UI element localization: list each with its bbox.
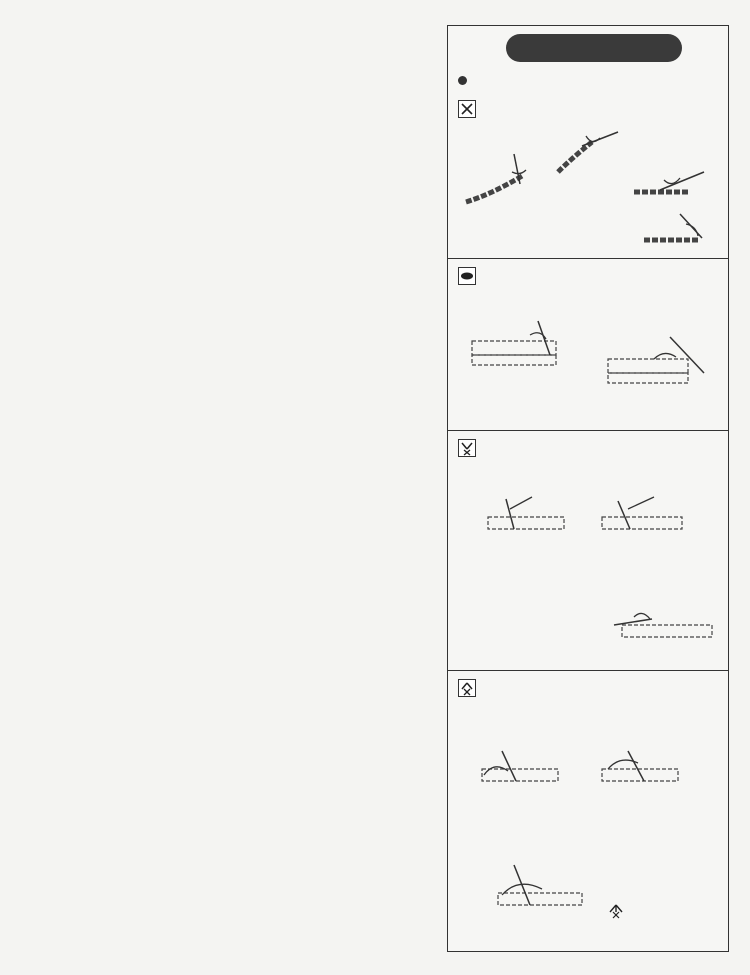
dec-illustration-2 (598, 747, 688, 797)
triple-dec-symbol-icon (608, 903, 624, 919)
stitch-symbols-heading (458, 74, 470, 87)
main-stitch-chart (0, 0, 430, 700)
section-sc-decrease (448, 670, 728, 951)
section-single-crochet (448, 92, 728, 258)
inc-illustration-1 (484, 495, 574, 545)
inc-title (458, 439, 482, 457)
sc-illustration-2 (552, 128, 622, 178)
x-symbol-icon (458, 100, 476, 118)
inc-illustration-2 (598, 495, 698, 545)
sc-title (458, 100, 482, 118)
slip-illustration-2 (606, 333, 716, 393)
technique-header (506, 34, 682, 62)
section-sc-increase (448, 430, 728, 671)
section-slip-stitch (448, 258, 728, 431)
slip-illustration-1 (470, 315, 580, 375)
sc-illustration-1 (462, 150, 542, 210)
technique-panel (447, 25, 729, 952)
sc-illustration-3 (630, 162, 710, 202)
slip-title (458, 267, 482, 285)
dec-illustration-3 (494, 861, 594, 921)
bullet-icon (458, 76, 467, 85)
dec-illustration-1 (478, 747, 568, 797)
pattern-b-chart (0, 770, 340, 910)
dec-title (458, 679, 482, 697)
oval-symbol-icon (458, 267, 476, 285)
v-x-symbol-icon (458, 439, 476, 457)
a-x-symbol-icon (458, 679, 476, 697)
sc-illustration-4 (640, 210, 720, 250)
inc-illustration-3 (612, 603, 722, 653)
